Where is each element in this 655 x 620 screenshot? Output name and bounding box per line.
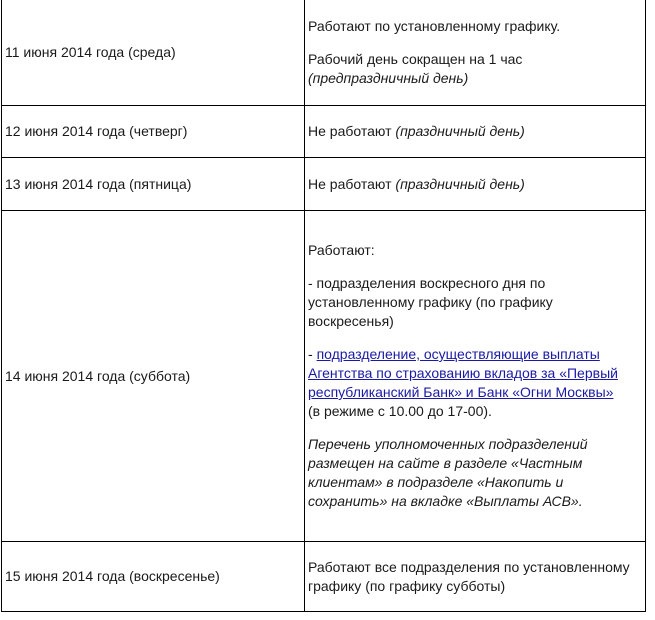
- holiday-schedule-table: [1, 0, 646, 612]
- day-note: (предпраздничный день): [308, 70, 469, 86]
- status-text: Не работают: [308, 175, 392, 192]
- day-note: (праздничный день): [395, 175, 525, 192]
- asv-payments-link[interactable]: подразделение, осуществляющие выплаты Агентства по страхованию вкладов за «Первый республиканский Банк» и Банк «Огни Москвы»: [308, 346, 618, 400]
- table-row: [2, 0, 646, 106]
- table-row: [2, 211, 646, 542]
- table-row: [2, 542, 646, 612]
- shortened-day-text: Рабочий день сокращен на 1 час (предпраздничный день): [308, 51, 523, 86]
- status-text: Работают:: [308, 242, 375, 258]
- table-row: [2, 106, 646, 158]
- info-cell: [305, 106, 646, 158]
- table-row: [2, 158, 646, 211]
- info-cell: [305, 158, 646, 211]
- day-note: (праздничный день): [395, 123, 525, 139]
- info-cell: [305, 211, 646, 542]
- working-hours-text: (в режиме с 10.00 до 17-00).: [308, 403, 492, 419]
- status-text: Работают по установленному графику.: [308, 18, 561, 34]
- status-text: Не работают: [308, 123, 392, 139]
- date-cell: 11 июня 2014 года (среда): [2, 0, 305, 106]
- date-cell: 15 июня 2014 года (воскресенье): [2, 542, 305, 612]
- date-cell: 14 июня 2014 года (суббота): [2, 211, 305, 542]
- info-cell: [305, 0, 646, 106]
- date-cell: 12 июня 2014 года (четверг): [2, 106, 305, 158]
- list-item: - подразделения воскресного дня по установленному графику (по графику воскресенья): [308, 275, 553, 329]
- list-item: - подразделение, осуществляющие выплаты Агентства по страхованию вкладов за «Первый республиканский Банк» и Банк «Огни Москвы» (в режиме с 10.00 до 17-00).: [308, 346, 618, 419]
- note-text: Перечень уполномоченных подразделений размещен на сайте в разделе «Частным клиентам» в подразделе «Накопить и сохранить» на вкладке «Выплаты АСВ».: [308, 436, 588, 509]
- date-cell: 13 июня 2014 года (пятница): [2, 158, 305, 211]
- info-cell: Работают все подразделения по установленному графику (по графику субботы): [305, 542, 646, 612]
